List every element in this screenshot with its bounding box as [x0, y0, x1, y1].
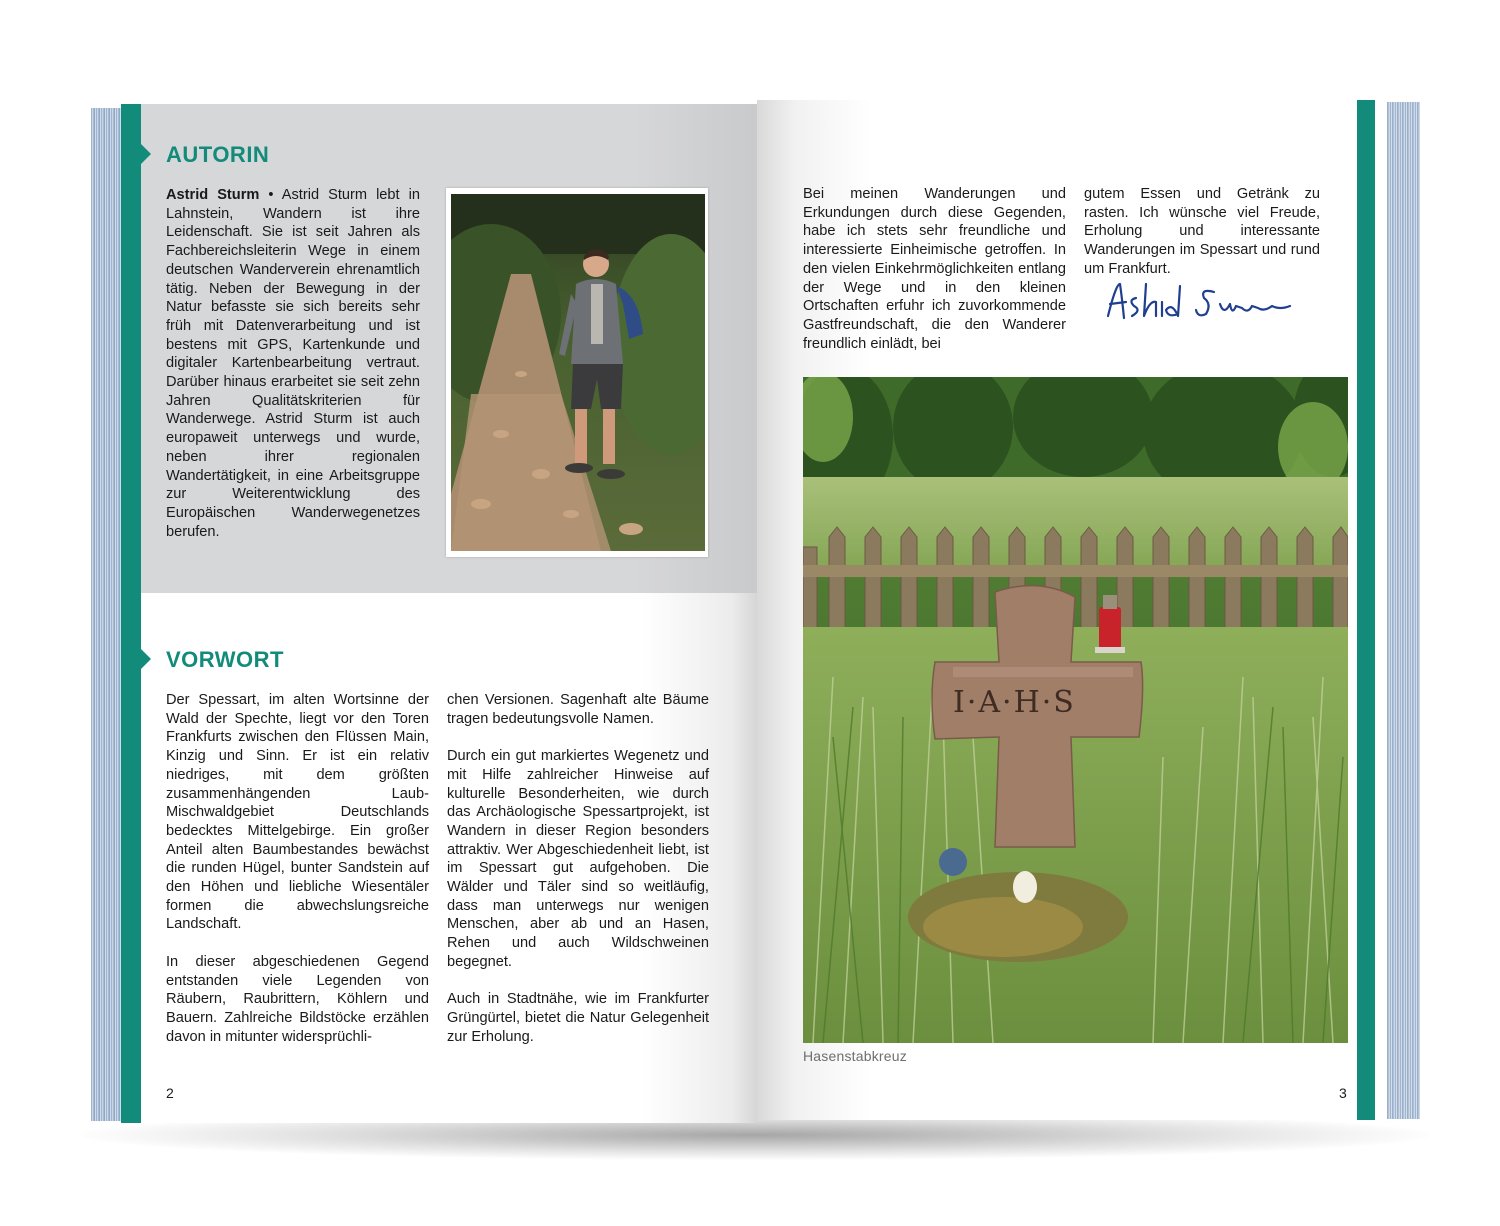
triangle-notch-icon	[141, 144, 151, 164]
right-paragraph: gutem Essen und Getränk zu rasten. Ich wünsche viel Freude, Erholung und interessante Wanderungen im Spessart und rund um Frankfurt.	[1084, 186, 1320, 277]
triangle-notch-icon	[141, 649, 151, 669]
right-column-1	[803, 185, 1066, 353]
right-paragraph: Bei meinen Wanderungen und Erkundungen durch diese Gegenden, habe ich stets sehr freundliche und interessierte Einheimische getroffen. In den vielen Einkehrmöglichkeiten entlang der Wege und in den kleinen Ortschaften erfuhr ich zuvorkommende Gastfreundschaft, die den Wanderer freundlich einlädt, bei	[803, 186, 1066, 352]
author-name: Astrid Sturm	[166, 187, 260, 203]
page-number-right: 3	[1339, 1085, 1347, 1101]
author-photo-image	[451, 194, 705, 551]
vorwort-column-2	[447, 691, 709, 1046]
left-page	[121, 104, 757, 1123]
cross-inscription: I·A·H·S	[953, 685, 1076, 720]
accent-bar-right	[1357, 100, 1375, 1120]
page-edges-right	[1386, 102, 1420, 1119]
autorin-text	[166, 186, 420, 541]
vorwort-paragraph: chen Versionen. Sagenhaft alte Bäume tragen bedeutungsvolle Namen.	[447, 692, 709, 727]
accent-bar-left	[121, 104, 141, 1123]
author-bio: Astrid Sturm lebt in Lahnstein, Wandern ist ihre Leidenschaft. Sie ist seit Jahren als Fachbereichsleiterin Wege in einem deutschen Wanderverein ehrenamtlich tätig. Neben der Bewegung in der Natur befasste sie sich bereits sehr früh mit Datenverarbeitung und ist bestens mit GPS, Kartenkunde und digitaler Kartenbearbeitung vertraut. Darüber hinaus erarbeitet sie seit zehn Jahren Qualitätskriterien für Wanderwege. Astrid Sturm ist auch europaweit unterwegs und wurde, neben ihrer regionalen Wandertätigkeit, in eine Arbeitsgruppe zur Weiterentwicklung des Europäischen Wanderwegenetzes berufen.	[166, 187, 420, 540]
vorwort-paragraph: Auch in Stadtnähe, wie im Frankfurter Grüngürtel, bietet die Natur Gelegenheit zur Erholung.	[447, 991, 709, 1045]
vorwort-paragraph: In dieser abgeschiedenen Gegend entstanden viele Legenden von Räubern, Raubrittern, Köhlern und Bauern. Zahlreiche Bildstöcke erzählen davon in mitunter widersprüchli-	[166, 953, 429, 1045]
right-page	[757, 100, 1387, 1120]
photo-caption: Hasenstabkreuz	[803, 1048, 907, 1064]
vorwort-paragraph: Durch ein gut markiertes Wegenetz und mit Hilfe zahlreicher Hinweise auf kulturelle Besonderheiten, wie durch das Archäologische Spessartprojekt, ist Wandern in dieser Region besonders attraktiv. Wer Abgeschiedenheit liebt, ist im Spessart gut aufgehoben. Die Wälder und Täler sind so weitläufig, dass man unterwegs nur wenigen Menschen, aber ab und an Hasen, Rehen und auch Wildschweinen begegnet.	[447, 748, 709, 970]
name-separator: •	[259, 187, 282, 203]
page-edges-left	[91, 108, 125, 1121]
right-column-2	[1084, 185, 1320, 279]
vorwort-paragraph: Der Spessart, im alten Wortsinne der Wald der Spechte, liegt vor den Toren Frankfurts zwischen den Flüssen Main, Kinzig und Sinn. Er ist ein relativ niedriges, mit dem größten zusammenhängenden Laub-Mischwaldgebiet Deutschlands bedecktes Mittelgebirge. Ein großer Anteil alten Baumbestandes bewächst die runden Hügel, bunter Sandstein auf den Höhen und liebliche Wiesentäler formen die abwechslungsreiche Landschaft.	[166, 692, 429, 933]
hasenstabkreuz-photo	[803, 377, 1348, 1043]
vorwort-heading: VORWORT	[166, 647, 284, 672]
author-photo	[446, 188, 708, 557]
page-number-left: 2	[166, 1085, 174, 1101]
vorwort-column-1	[166, 691, 429, 1046]
signature	[1102, 278, 1302, 328]
autorin-heading: AUTORIN	[166, 142, 270, 167]
